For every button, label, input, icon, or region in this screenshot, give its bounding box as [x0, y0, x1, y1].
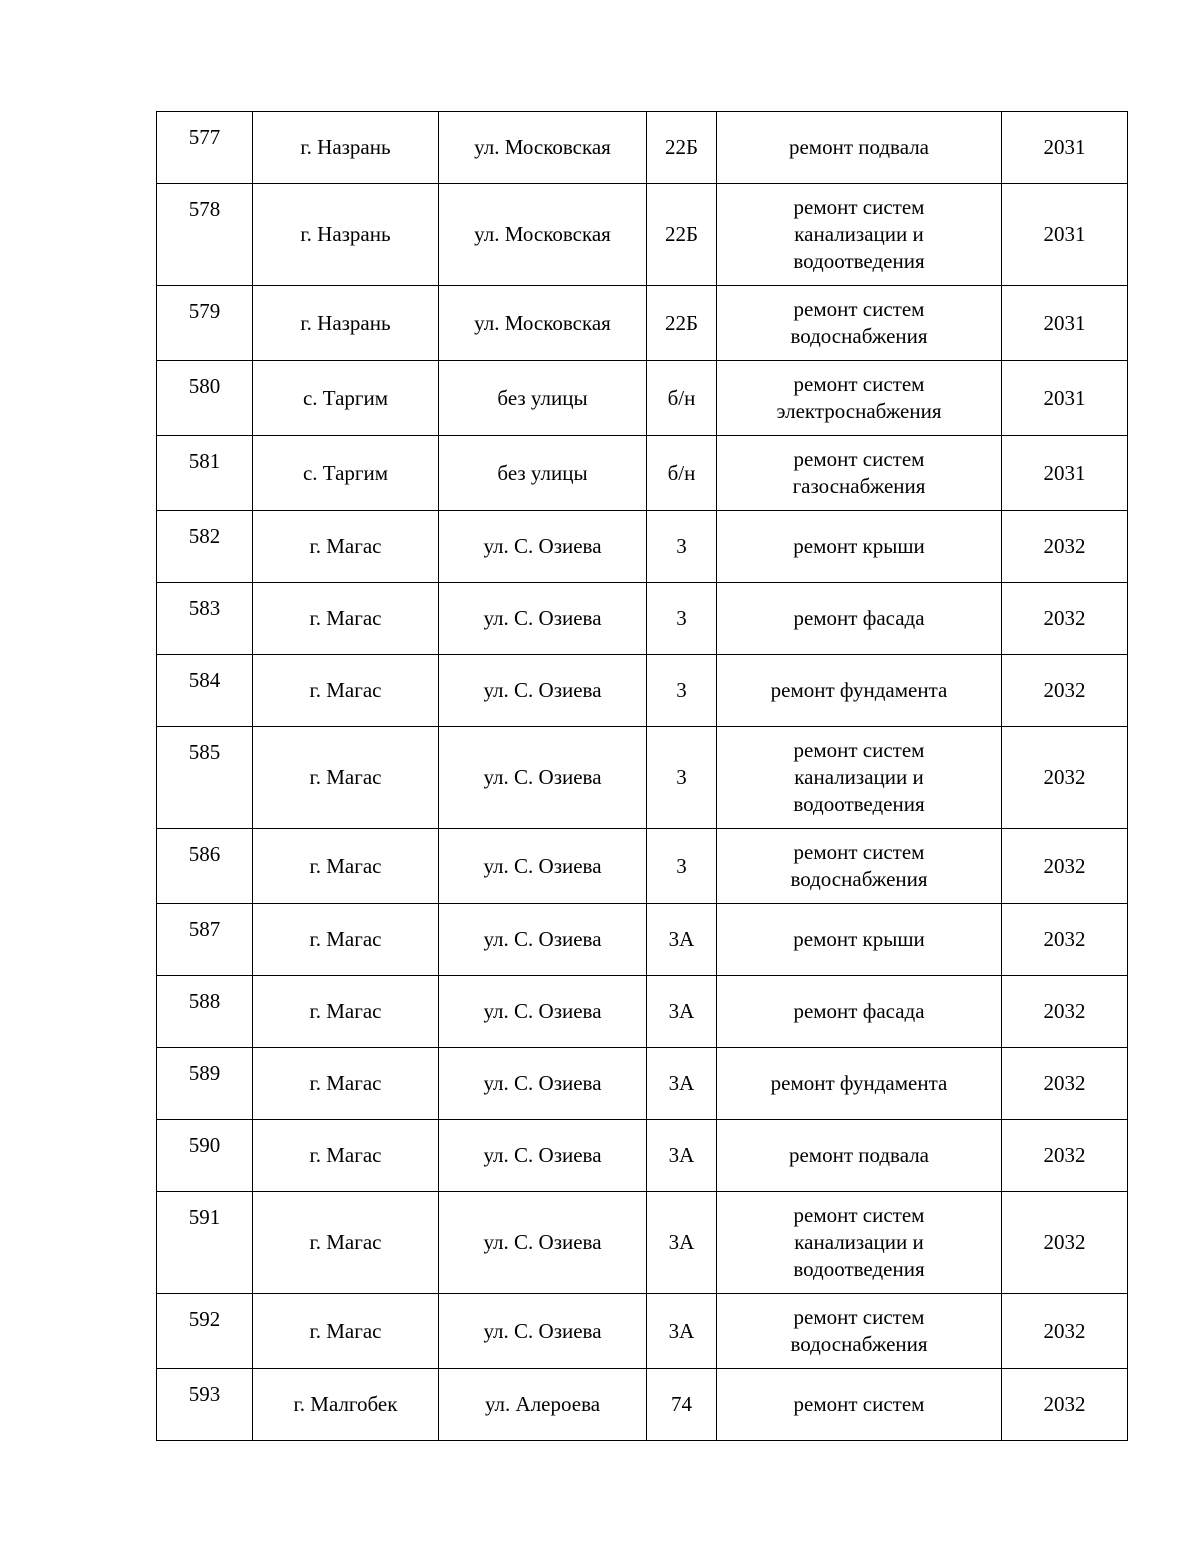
street-cell: ул. С. Озиева — [439, 1120, 647, 1192]
work-type-text: ремонт систем водоснабжения — [790, 297, 928, 348]
work-type-text: ремонт систем канализации и водоотведения — [793, 738, 925, 816]
street-cell: ул. С. Озиева — [439, 976, 647, 1048]
year-cell: 2032 — [1002, 904, 1128, 976]
street-cell: без улицы — [439, 361, 647, 436]
row-number: 577 — [157, 112, 253, 184]
table-row — [157, 361, 1128, 436]
house-number-cell: б/н — [647, 436, 717, 511]
year-cell: 2032 — [1002, 829, 1128, 904]
work-type-text: ремонт крыши — [793, 534, 925, 558]
work-type-cell — [717, 436, 1002, 511]
table-row — [157, 1369, 1128, 1441]
street-cell: ул. С. Озиева — [439, 1192, 647, 1294]
locality-cell: г. Магас — [253, 655, 439, 727]
work-type-cell — [717, 829, 1002, 904]
table-row — [157, 511, 1128, 583]
house-number-cell: 3 — [647, 583, 717, 655]
work-type-text: ремонт фасада — [793, 606, 925, 630]
work-type-cell — [717, 727, 1002, 829]
year-cell: 2032 — [1002, 1294, 1128, 1369]
locality-cell: г. Магас — [253, 583, 439, 655]
house-number-cell: 22Б — [647, 286, 717, 361]
street-cell: ул. Московская — [439, 286, 647, 361]
work-type-cell — [717, 1120, 1002, 1192]
locality-cell: г. Назрань — [253, 286, 439, 361]
year-cell: 2031 — [1002, 436, 1128, 511]
street-cell: ул. Московская — [439, 184, 647, 286]
row-number: 584 — [157, 655, 253, 727]
year-cell: 2032 — [1002, 727, 1128, 829]
row-number: 581 — [157, 436, 253, 511]
table-row — [157, 829, 1128, 904]
table-row — [157, 112, 1128, 184]
work-type-cell — [717, 904, 1002, 976]
street-cell: ул. Алероева — [439, 1369, 647, 1441]
year-cell: 2032 — [1002, 511, 1128, 583]
year-cell: 2032 — [1002, 655, 1128, 727]
year-cell: 2032 — [1002, 583, 1128, 655]
house-number-cell: 3А — [647, 1120, 717, 1192]
work-type-cell — [717, 112, 1002, 184]
table-row — [157, 184, 1128, 286]
street-cell: ул. С. Озиева — [439, 583, 647, 655]
work-type-text: ремонт систем газоснабжения — [792, 447, 926, 498]
house-number-cell: 74 — [647, 1369, 717, 1441]
year-cell: 2032 — [1002, 976, 1128, 1048]
locality-cell: г. Магас — [253, 1048, 439, 1120]
house-number-cell: 3 — [647, 727, 717, 829]
house-number-cell: 3А — [647, 1294, 717, 1369]
house-number-cell: 3 — [647, 655, 717, 727]
street-cell: ул. С. Озиева — [439, 511, 647, 583]
table-row — [157, 436, 1128, 511]
table-row — [157, 904, 1128, 976]
work-type-text: ремонт подвала — [788, 135, 930, 159]
house-number-cell: 22Б — [647, 112, 717, 184]
locality-cell: г. Магас — [253, 1192, 439, 1294]
work-type-text: ремонт систем водоснабжения — [790, 1305, 928, 1356]
work-type-text: ремонт систем — [793, 1392, 925, 1416]
row-number: 592 — [157, 1294, 253, 1369]
work-type-text: ремонт систем электроснабжения — [776, 372, 942, 423]
table-row — [157, 1048, 1128, 1120]
table-row — [157, 583, 1128, 655]
house-number-cell: 3А — [647, 1048, 717, 1120]
house-number-cell: 3А — [647, 976, 717, 1048]
work-type-cell — [717, 1294, 1002, 1369]
year-cell: 2031 — [1002, 286, 1128, 361]
house-number-cell: 3А — [647, 1192, 717, 1294]
locality-cell: г. Магас — [253, 1294, 439, 1369]
row-number: 583 — [157, 583, 253, 655]
row-number: 587 — [157, 904, 253, 976]
row-number: 588 — [157, 976, 253, 1048]
year-cell: 2031 — [1002, 184, 1128, 286]
work-type-text: ремонт систем канализации и водоотведения — [793, 195, 925, 273]
row-number: 593 — [157, 1369, 253, 1441]
table-row — [157, 286, 1128, 361]
table-row — [157, 1294, 1128, 1369]
work-type-cell — [717, 976, 1002, 1048]
locality-cell: г. Магас — [253, 829, 439, 904]
work-type-text: ремонт фундамента — [770, 678, 948, 702]
locality-cell: с. Таргим — [253, 361, 439, 436]
street-cell: ул. С. Озиева — [439, 727, 647, 829]
street-cell: ул. Московская — [439, 112, 647, 184]
work-type-cell — [717, 1192, 1002, 1294]
year-cell: 2031 — [1002, 112, 1128, 184]
repair-schedule-table — [156, 111, 1128, 1441]
locality-cell: г. Магас — [253, 727, 439, 829]
year-cell: 2031 — [1002, 361, 1128, 436]
street-cell: ул. С. Озиева — [439, 655, 647, 727]
row-number: 589 — [157, 1048, 253, 1120]
table-row — [157, 727, 1128, 829]
work-type-text: ремонт систем водоснабжения — [790, 840, 928, 891]
work-type-text: ремонт крыши — [793, 927, 925, 951]
work-type-cell — [717, 286, 1002, 361]
locality-cell: г. Малгобек — [253, 1369, 439, 1441]
house-number-cell: 3 — [647, 511, 717, 583]
table-row — [157, 1120, 1128, 1192]
locality-cell: г. Магас — [253, 976, 439, 1048]
row-number: 579 — [157, 286, 253, 361]
table-row — [157, 1192, 1128, 1294]
work-type-cell — [717, 655, 1002, 727]
street-cell: ул. С. Озиева — [439, 904, 647, 976]
table-body — [157, 112, 1128, 1441]
work-type-cell — [717, 361, 1002, 436]
work-type-text: ремонт фасада — [793, 999, 925, 1023]
house-number-cell: б/н — [647, 361, 717, 436]
year-cell: 2032 — [1002, 1192, 1128, 1294]
locality-cell: с. Таргим — [253, 436, 439, 511]
row-number: 585 — [157, 727, 253, 829]
street-cell: ул. С. Озиева — [439, 829, 647, 904]
work-type-cell — [717, 511, 1002, 583]
house-number-cell: 3 — [647, 829, 717, 904]
house-number-cell: 3А — [647, 904, 717, 976]
locality-cell: г. Назрань — [253, 112, 439, 184]
row-number: 580 — [157, 361, 253, 436]
row-number: 578 — [157, 184, 253, 286]
table-row — [157, 976, 1128, 1048]
row-number: 590 — [157, 1120, 253, 1192]
work-type-text: ремонт подвала — [788, 1143, 930, 1167]
year-cell: 2032 — [1002, 1048, 1128, 1120]
row-number: 586 — [157, 829, 253, 904]
street-cell: без улицы — [439, 436, 647, 511]
row-number: 582 — [157, 511, 253, 583]
work-type-text: ремонт систем канализации и водоотведения — [793, 1203, 925, 1281]
work-type-cell — [717, 184, 1002, 286]
locality-cell: г. Магас — [253, 904, 439, 976]
locality-cell: г. Магас — [253, 1120, 439, 1192]
work-type-cell — [717, 1048, 1002, 1120]
work-type-cell — [717, 1369, 1002, 1441]
work-type-text: ремонт фундамента — [770, 1071, 948, 1095]
year-cell: 2032 — [1002, 1120, 1128, 1192]
locality-cell: г. Магас — [253, 511, 439, 583]
locality-cell: г. Назрань — [253, 184, 439, 286]
house-number-cell: 22Б — [647, 184, 717, 286]
year-cell: 2032 — [1002, 1369, 1128, 1441]
table-row — [157, 655, 1128, 727]
street-cell: ул. С. Озиева — [439, 1048, 647, 1120]
work-type-cell — [717, 583, 1002, 655]
street-cell: ул. С. Озиева — [439, 1294, 647, 1369]
row-number: 591 — [157, 1192, 253, 1294]
